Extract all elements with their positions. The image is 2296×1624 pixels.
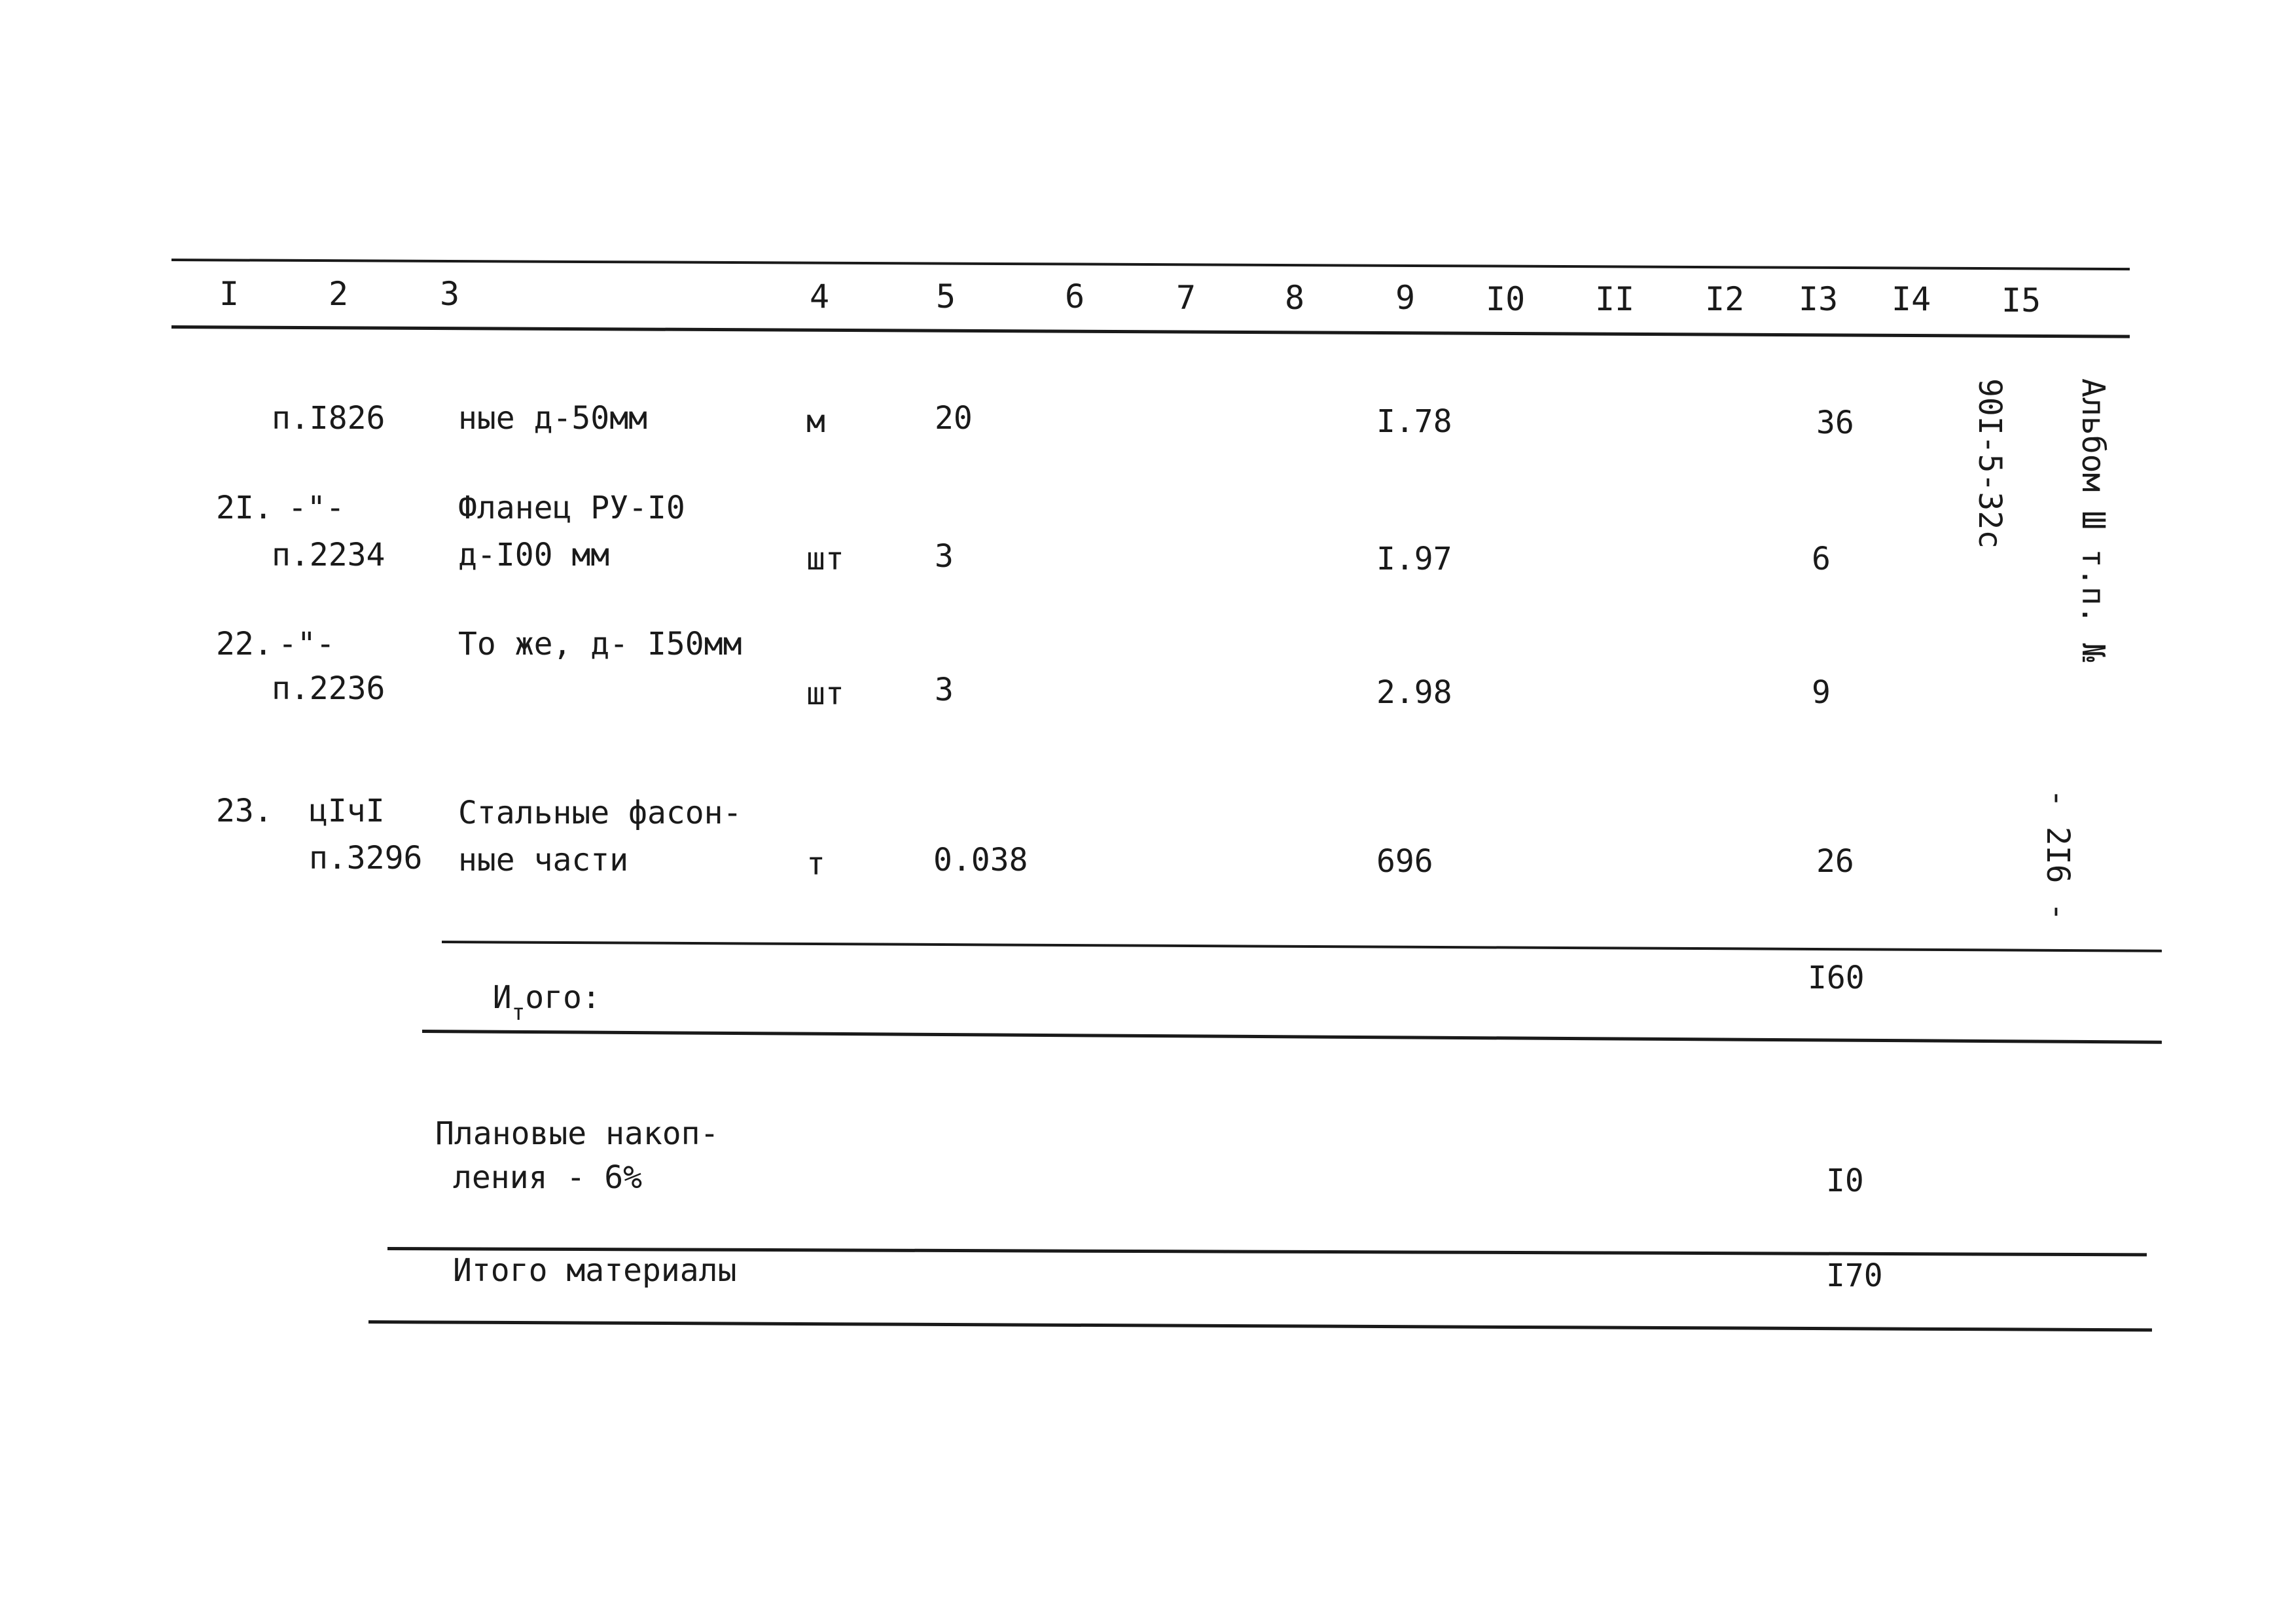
row-1-total: 36	[1816, 405, 1854, 441]
row-22-unit: шт	[806, 676, 844, 712]
column-header-3: 3	[440, 275, 460, 313]
row-23-unit: т	[806, 846, 825, 882]
album-stamp-line2: 90I-5-32с	[1971, 378, 2009, 549]
column-header-14: I4	[1892, 280, 1931, 318]
column-header-7: 7	[1176, 279, 1196, 317]
overhead-label-line1: Плановые накоп-	[435, 1115, 719, 1152]
row-23-description-line2: ные части	[458, 842, 629, 878]
row-1-price: I.78	[1376, 403, 1452, 440]
row-21-number: 2I.	[216, 490, 273, 526]
column-header-4: 4	[810, 278, 830, 316]
row-23-number: 23.	[216, 793, 273, 829]
column-header-5: 5	[936, 278, 956, 316]
subtotal-top-rule	[442, 941, 2162, 952]
album-stamp-line1: Альбом Ш т.п. №	[2075, 378, 2112, 662]
column-header-10: I0	[1486, 280, 1526, 318]
column-header-8: 8	[1285, 279, 1305, 317]
row-22-quantity: 3	[935, 672, 954, 708]
row-21-ditto: -"-	[288, 490, 345, 526]
column-header-15: I5	[2001, 281, 2041, 319]
album-stamp	[1937, 378, 2179, 662]
page-number: - 2I6 -	[2039, 789, 2076, 922]
row-22-price: 2.98	[1376, 674, 1452, 711]
row-21-total: 6	[1812, 541, 1831, 577]
row-1-quantity: 20	[935, 400, 973, 437]
header-top-rule	[171, 259, 2130, 270]
overhead-label-line2: ления - 6%	[453, 1159, 642, 1196]
subtotal-label: $И_того$:	[492, 979, 601, 1026]
row-23-code: цIчI	[309, 793, 385, 829]
row-23-total: 26	[1816, 843, 1854, 880]
row-1-reference: п.I826	[272, 400, 386, 437]
row-21-reference: п.2234	[272, 537, 386, 573]
row-21-price: I.97	[1376, 541, 1452, 577]
overhead-value: I0	[1826, 1163, 1864, 1199]
row-21-description-line1: Фланец РУ-I0	[458, 490, 685, 526]
subtotal-bottom-rule	[422, 1030, 2162, 1044]
column-header-11: II	[1595, 280, 1635, 318]
row-1-description: ные д-50мм	[458, 400, 647, 437]
row-1-unit: м	[806, 403, 825, 440]
row-22-reference: п.2236	[272, 670, 386, 707]
column-header-13: I3	[1799, 280, 1839, 318]
row-23-quantity: 0.038	[933, 842, 1028, 878]
row-22-number: 22.	[216, 626, 273, 662]
header-bottom-rule	[171, 325, 2130, 338]
column-header-1: I	[219, 275, 240, 313]
column-header-9: 9	[1395, 279, 1416, 317]
column-header-2: 2	[329, 275, 349, 313]
column-header-6: 6	[1065, 278, 1085, 316]
row-23-price: 696	[1376, 843, 1433, 880]
row-23-reference: п.3296	[309, 840, 423, 876]
total-bottom-rule	[368, 1320, 2152, 1331]
grand-total-value: I70	[1826, 1257, 1883, 1294]
column-header-12: I2	[1705, 280, 1745, 318]
row-23-description-line1: Стальные фасон-	[458, 795, 742, 831]
subtotal-value: I60	[1808, 960, 1865, 996]
row-21-quantity: 3	[935, 538, 954, 575]
row-21-unit: шт	[806, 541, 844, 577]
grand-total-label: Итого материалы	[453, 1252, 737, 1289]
row-22-ditto: -"-	[278, 626, 335, 662]
row-22-description: То же, д- I50мм	[458, 626, 742, 662]
row-22-total: 9	[1812, 674, 1831, 711]
row-21-description-line2: д-I00 мм	[458, 537, 610, 573]
